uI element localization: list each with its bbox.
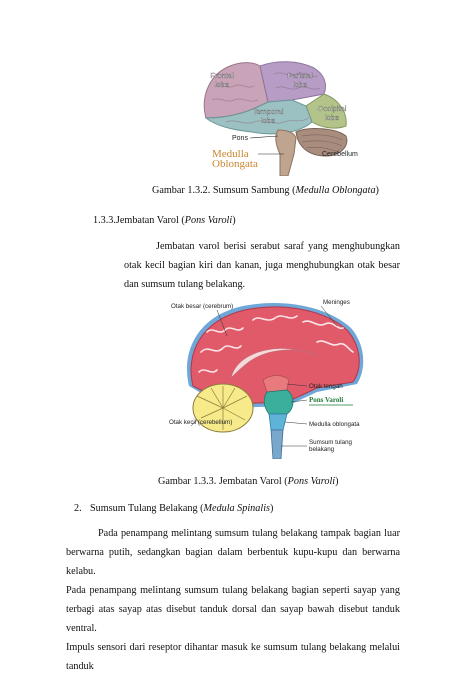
paragraph-line: berwarna putih, sedangkan bagian dalam berbentuk kupu-kupu dan berwarna kelabu. bbox=[66, 547, 400, 577]
medulla-region bbox=[269, 414, 287, 430]
figure2-caption bbox=[158, 476, 339, 487]
brain-lobes-figure bbox=[196, 56, 366, 176]
figure2-caption-italic: Pons Varoli bbox=[287, 476, 336, 487]
section-2-title-suffix: ) bbox=[270, 503, 274, 514]
cerebrum-label: Otak besar (cerebrum) bbox=[171, 303, 234, 310]
medulla-label-fig2: Medulla oblongata bbox=[309, 421, 360, 428]
medulla-pointer-line-fig2 bbox=[285, 422, 307, 424]
frontal-lobe-label-2: lobe bbox=[214, 80, 230, 89]
midbrain-region bbox=[263, 376, 289, 393]
temporal-lobe-label-1: Temporal bbox=[252, 107, 284, 116]
parietal-lobe-label-2: lobe bbox=[292, 80, 308, 89]
figure1-caption-text: Gambar 1.3.2. Sumsum Sambung ( bbox=[152, 185, 296, 196]
section-2-paragraph bbox=[66, 524, 400, 676]
figure1-caption-suffix: ) bbox=[375, 185, 379, 196]
parietal-lobe-label-1: Parietal bbox=[287, 71, 313, 80]
paragraph-line: Impuls sensori dari reseptor dihantar masuk ke sumsum tulang belakang melalui tanduk bbox=[66, 642, 400, 672]
pons-region bbox=[264, 390, 293, 414]
brainstem-region bbox=[276, 130, 296, 176]
spinal-label-2: belakang bbox=[309, 446, 335, 453]
frontal-lobe-label-1: Frontal bbox=[210, 71, 234, 80]
medulla-label-2: Oblongata bbox=[212, 158, 258, 170]
spinal-label-1: Sumsum tulang bbox=[309, 439, 352, 446]
figure2-caption-suffix: ) bbox=[335, 476, 339, 487]
paragraph-line: Pada penampang melintang sumsum tulang belakang tampak bagian luar bbox=[98, 528, 400, 539]
figure1-caption-italic: Medulla Oblongata bbox=[295, 185, 376, 196]
meninges-label: Meninges bbox=[323, 299, 350, 306]
pons-varoli-label: Pons Varoli bbox=[309, 396, 344, 404]
midbrain-label: Otak tengah bbox=[309, 383, 343, 390]
section-2-title: Sumsum Tulang Belakang ( bbox=[90, 503, 204, 514]
temporal-lobe-label-2: lobe bbox=[260, 116, 276, 125]
paragraph-line: Pada penampang melintang sumsum tulang belakang bagian seperti sayap yang bbox=[66, 585, 400, 596]
paragraph-line: terbagi atas sayap atas disebut tanduk dorsal dan sayap bawah disebut tanduk ventral. bbox=[66, 604, 400, 634]
pons-label: Pons bbox=[232, 135, 248, 142]
occipital-lobe-label-2: lobe bbox=[324, 113, 340, 122]
section-133-title-suffix: ) bbox=[232, 215, 236, 226]
medulla-label-1: Medulla bbox=[212, 148, 249, 160]
section-133-title-italic: Pons Varoli bbox=[184, 215, 233, 226]
occipital-lobe-label-1: Occipital bbox=[317, 104, 347, 113]
section-133-heading bbox=[93, 215, 236, 226]
figure2-caption-text: Gambar 1.3.3. Jembatan Varol ( bbox=[158, 476, 288, 487]
cerebellum-label: Cerebellum bbox=[322, 151, 358, 158]
cerebellum-label-fig2: Otak kecil (cerebellum) bbox=[169, 419, 233, 426]
section-2-heading bbox=[74, 503, 273, 514]
section-133-paragraph: Jembatan varol berisi serabut saraf yang menghubungkan otak kecil bagian kiri dan kanan, juga menghubungkan otak besar dan sumsum tulang belakang. bbox=[124, 241, 400, 290]
section-133-title: Jembatan Varol ( bbox=[115, 215, 185, 226]
section-2-title-italic: Medula Spinalis bbox=[203, 503, 270, 514]
figure1-caption bbox=[152, 185, 379, 196]
section-2-number: 2. bbox=[74, 503, 82, 514]
pons-varoli-illustration bbox=[167, 296, 389, 459]
section-133-number: 1.3.3. bbox=[93, 215, 116, 226]
brain-lobes-illustration bbox=[196, 56, 366, 176]
pons-pointer-line bbox=[250, 136, 278, 138]
spinal-cord-region bbox=[271, 430, 283, 459]
pons-varoli-figure bbox=[167, 296, 389, 459]
